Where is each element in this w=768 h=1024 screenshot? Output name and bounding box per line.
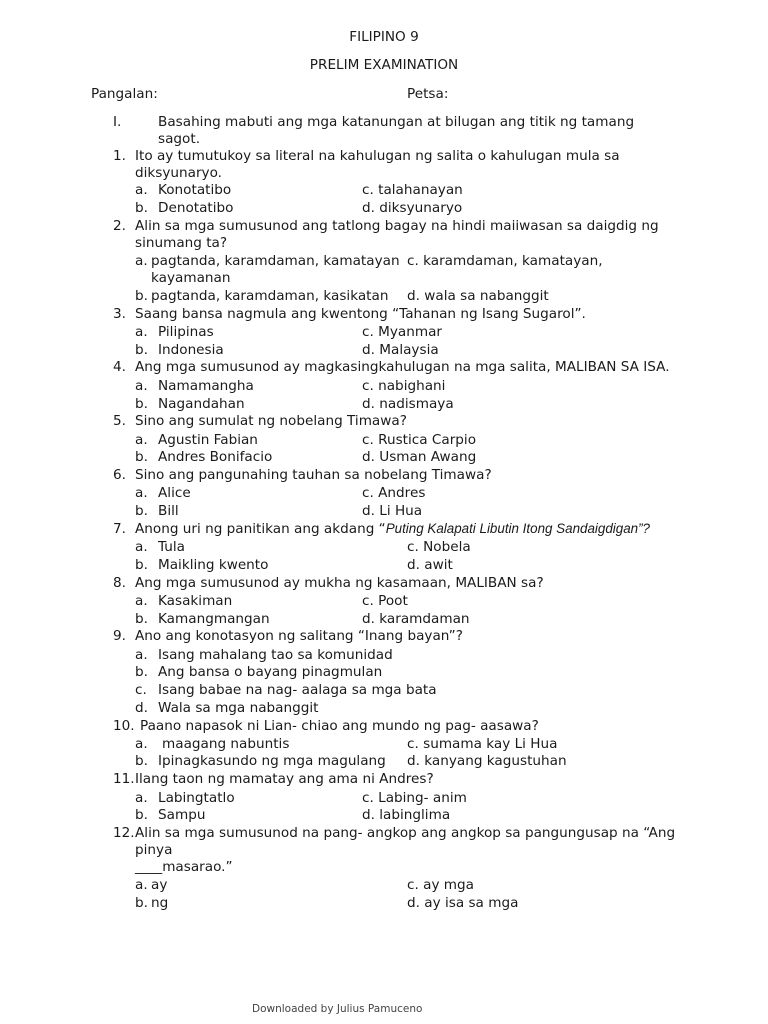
subject-title: FILIPINO 9 <box>349 29 419 45</box>
choice-text: d. wala sa nabanggit <box>407 288 549 304</box>
instructions-line-2: sagot. <box>158 131 201 147</box>
choice-letter: a. <box>135 324 148 340</box>
choice-text: d. diksyunaryo <box>362 200 463 216</box>
choice-text: maagang nabuntis <box>162 736 290 752</box>
choice-letter: a. <box>135 432 148 448</box>
question-text: sinumang ta? <box>135 235 228 251</box>
question-text: Ano ang konotasyon ng salitang “Inang bayan”? <box>135 628 463 644</box>
question-number: 2. <box>113 218 126 234</box>
choice-letter: a. <box>135 790 148 806</box>
question-number: 1. <box>113 148 126 164</box>
choice-text: d. nadismaya <box>362 396 454 412</box>
choice-letter: b. <box>135 895 148 911</box>
choice-text: Indonesia <box>158 342 224 358</box>
choice-letter: b. <box>135 503 148 519</box>
choice-text: c. nabighani <box>362 378 446 394</box>
choice-text: c. Poot <box>362 593 408 609</box>
date-label: Petsa: <box>407 86 449 102</box>
choice-text: kayamanan <box>151 270 231 286</box>
choice-text: Labingtatlo <box>158 790 235 806</box>
choice-text: Ipinagkasundo ng mga magulang <box>158 753 386 769</box>
choice-letter: a. <box>135 253 148 269</box>
question-number: 8. <box>113 575 126 591</box>
section-numeral: I. <box>113 114 122 130</box>
choice-text: c. talahanayan <box>362 182 463 198</box>
question-text: Paano napasok ni Lian- chiao ang mundo ng pag- aasawa? <box>140 718 539 734</box>
question-text <box>135 520 650 538</box>
choice-text: Alice <box>158 485 191 501</box>
question-text: Ilang taon ng mamatay ang ama ni Andres? <box>135 771 434 787</box>
choice-text: c. Andres <box>362 485 426 501</box>
choice-letter: a. <box>135 378 148 394</box>
choice-text: Konotatibo <box>158 182 232 198</box>
question-text: Ito ay tumutukoy sa literal na kahulugan ng salita o kahulugan mula sa <box>135 148 620 164</box>
choice-letter: a. <box>135 539 148 555</box>
choice-letter: d. <box>135 700 148 716</box>
question-number: 7. <box>113 521 126 537</box>
choice-text: Tula <box>158 539 185 555</box>
choice-text: c. karamdaman, kamatayan, <box>407 253 603 269</box>
question-text: ____masarao.” <box>135 859 233 875</box>
choice-text: pagtanda, karamdaman, kasikatan <box>151 288 389 304</box>
choice-text: Agustin Fabian <box>158 432 258 448</box>
choice-letter: a. <box>135 736 148 752</box>
question-number: 9. <box>113 628 126 644</box>
choice-text: d. ay isa sa mga <box>407 895 519 911</box>
choice-letter: b. <box>135 449 148 465</box>
choice-text: c. Myanmar <box>362 324 442 340</box>
choice-text: pagtanda, karamdaman, kamatayan <box>151 253 400 269</box>
choice-letter: b. <box>135 200 148 216</box>
choice-letter: b. <box>135 753 148 769</box>
choice-text: d. Li Hua <box>362 503 423 519</box>
name-label: Pangalan: <box>91 86 158 102</box>
question-text-italic-title: Puting Kalapati Libutin Itong Sandaigdigan”? <box>385 521 650 536</box>
choice-text: Isang babae na nag- aalaga sa mga bata <box>158 682 437 698</box>
choice-text: Andres Bonifacio <box>158 449 273 465</box>
question-number: 5. <box>113 413 126 429</box>
choice-letter: a. <box>135 593 148 609</box>
choice-letter: b. <box>135 396 148 412</box>
question-number: 12. <box>113 825 135 841</box>
choice-text: Isang mahalang tao sa komunidad <box>158 647 393 663</box>
choice-text: Nagandahan <box>158 396 245 412</box>
choice-text: Ang bansa o bayang pinagmulan <box>158 664 383 680</box>
choice-text: c. Rustica Carpio <box>362 432 477 448</box>
choice-letter: b. <box>135 288 148 304</box>
question-text: Ang mga sumusunod ay mukha ng kasamaan, MALIBAN sa? <box>135 575 544 591</box>
question-text: Ang mga sumusunod ay magkasingkahulugan na mga salita, MALIBAN SA ISA. <box>135 359 670 375</box>
question-text: Sino ang sumulat ng nobelang Timawa? <box>135 413 407 429</box>
choice-text: d. karamdaman <box>362 611 470 627</box>
question-number: 11. <box>113 771 135 787</box>
question-text-prefix: Anong uri ng panitikan ang akdang “ <box>135 521 386 537</box>
choice-text: Pilipinas <box>158 324 214 340</box>
choice-text: ay <box>151 877 168 893</box>
choice-text: Namamangha <box>158 378 254 394</box>
question-text: pinya <box>135 842 173 858</box>
choice-text: Kasakiman <box>158 593 233 609</box>
choice-letter: a. <box>135 485 148 501</box>
question-text: Sino ang pangunahing tauhan sa nobelang Timawa? <box>135 467 492 483</box>
choice-text: Bill <box>158 503 179 519</box>
choice-text: d. Malaysia <box>362 342 439 358</box>
question-number: 3. <box>113 306 126 322</box>
choice-text: c. Labing- anim <box>362 790 467 806</box>
choice-letter: c. <box>135 682 147 698</box>
choice-letter: b. <box>135 611 148 627</box>
choice-text: c. ay mga <box>407 877 475 893</box>
choice-letter: b. <box>135 557 148 573</box>
question-number: 4. <box>113 359 126 375</box>
choice-text: d. awit <box>407 557 453 573</box>
question-text: Alin sa mga sumusunod ang tatlong bagay na hindi maiiwasan sa daigdig ng <box>135 218 659 234</box>
choice-text: Kamangmangan <box>158 611 270 627</box>
choice-text: c. Nobela <box>407 539 471 555</box>
question-number: 10. <box>113 718 135 734</box>
choice-text: d. Usman Awang <box>362 449 477 465</box>
instructions-line-1: Basahing mabuti ang mga katanungan at bilugan ang titik ng tamang <box>158 114 635 130</box>
choice-text: Wala sa mga nabanggit <box>158 700 319 716</box>
exam-title: PRELIM EXAMINATION <box>309 57 459 73</box>
choice-letter: b. <box>135 664 148 680</box>
question-text: Saang bansa nagmula ang kwentong “Tahanan ng Isang Sugarol”. <box>135 306 586 322</box>
question-number: 6. <box>113 467 126 483</box>
choice-letter: b. <box>135 342 148 358</box>
choice-text: d. kanyang kagustuhan <box>407 753 567 769</box>
choice-letter: a. <box>135 182 148 198</box>
choice-text: Denotatibo <box>158 200 234 216</box>
choice-letter: b. <box>135 807 148 823</box>
choice-text: Maikling kwento <box>158 557 269 573</box>
choice-letter: a. <box>135 647 148 663</box>
question-text: Alin sa mga sumusunod na pang- angkop ang angkop sa pangungusap na “Ang <box>135 825 676 841</box>
download-credit: Downloaded by Julius Pamuceno <box>252 1003 423 1015</box>
choice-text: d. labinglima <box>362 807 451 823</box>
question-text: diksyunaryo. <box>135 165 222 181</box>
choice-text: ng <box>151 895 169 911</box>
choice-text: Sampu <box>158 807 206 823</box>
choice-text: c. sumama kay Li Hua <box>407 736 558 752</box>
choice-letter: a. <box>135 877 148 893</box>
